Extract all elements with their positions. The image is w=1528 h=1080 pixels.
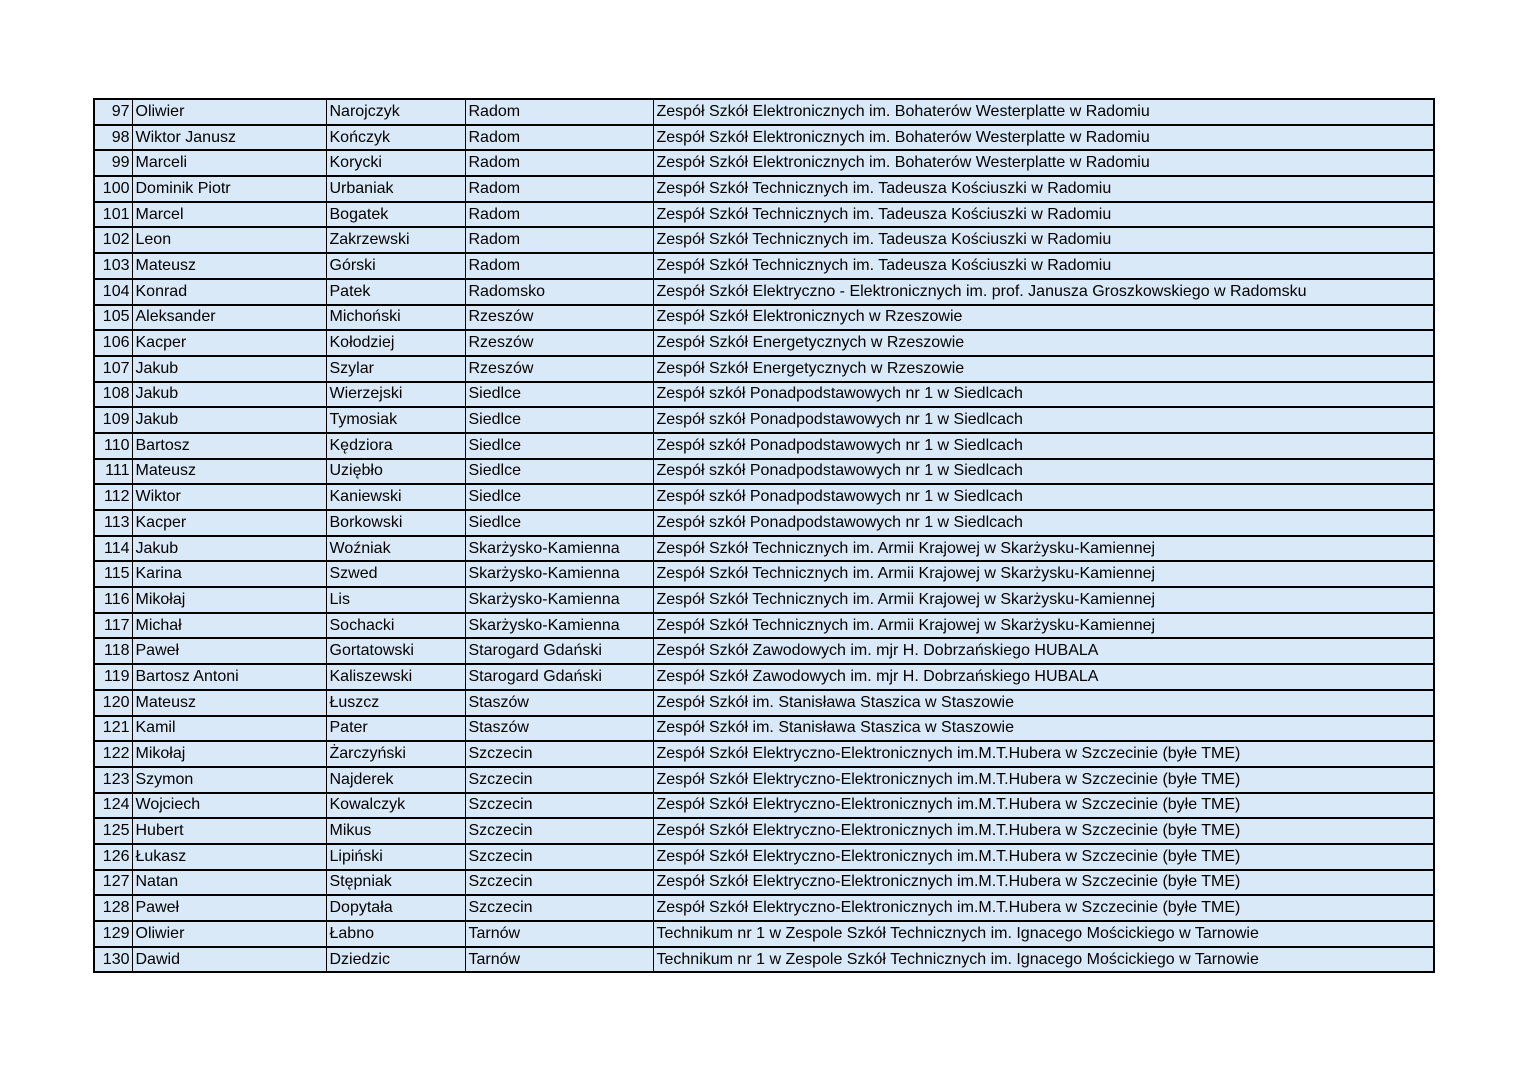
school-name-cell: Zespół szkół Ponadpodstawowych nr 1 w Siedlcach — [653, 382, 1434, 408]
city-cell: Siedlce — [465, 459, 653, 485]
first-name-cell: Bartosz — [132, 433, 326, 459]
school-name-cell: Zespół Szkół Technicznych im. Tadeusza Kościuszki w Radomiu — [653, 227, 1434, 253]
school-name-cell: Zespół szkół Ponadpodstawowych nr 1 w Siedlcach — [653, 510, 1434, 536]
row-number-cell: 97 — [94, 99, 132, 125]
last-name-cell: Uziębło — [326, 459, 465, 485]
first-name-cell: Jakub — [132, 356, 326, 382]
table-row — [94, 125, 1434, 151]
city-cell: Szczecin — [465, 767, 653, 793]
row-number-cell: 116 — [94, 587, 132, 613]
table-row — [94, 664, 1434, 690]
first-name-cell: Hubert — [132, 818, 326, 844]
school-name-cell: Zespół Szkół Elektryczno-Elektronicznych im.M.T.Hubera w Szczecinie (byłe TME) — [653, 844, 1434, 870]
first-name-cell: Dominik Piotr — [132, 176, 326, 202]
city-cell: Staszów — [465, 716, 653, 742]
first-name-cell: Łukasz — [132, 844, 326, 870]
first-name-cell: Kacper — [132, 510, 326, 536]
first-name-cell: Bartosz Antoni — [132, 664, 326, 690]
city-cell: Szczecin — [465, 844, 653, 870]
school-name-cell: Zespół Szkół Energetycznych w Rzeszowie — [653, 356, 1434, 382]
school-name-cell: Zespół Szkół Elektronicznych im. Bohaterów Westerplatte w Radomiu — [653, 125, 1434, 151]
row-number-cell: 104 — [94, 279, 132, 305]
city-cell: Rzeszów — [465, 330, 653, 356]
city-cell: Siedlce — [465, 382, 653, 408]
row-number-cell: 103 — [94, 253, 132, 279]
school-name-cell: Zespół Szkół Elektryczno-Elektronicznych im.M.T.Hubera w Szczecinie (byłe TME) — [653, 895, 1434, 921]
first-name-cell: Dawid — [132, 947, 326, 973]
first-name-cell: Paweł — [132, 895, 326, 921]
school-name-cell: Zespół Szkół Technicznych im. Tadeusza Kościuszki w Radomiu — [653, 202, 1434, 228]
first-name-cell: Marcel — [132, 202, 326, 228]
table-row — [94, 638, 1434, 664]
row-number-cell: 117 — [94, 613, 132, 639]
last-name-cell: Kaniewski — [326, 484, 465, 510]
city-cell: Siedlce — [465, 407, 653, 433]
table-row — [94, 433, 1434, 459]
row-number-cell: 114 — [94, 536, 132, 562]
row-number-cell: 102 — [94, 227, 132, 253]
row-number-cell: 101 — [94, 202, 132, 228]
first-name-cell: Jakub — [132, 382, 326, 408]
table-row — [94, 818, 1434, 844]
last-name-cell: Wierzejski — [326, 382, 465, 408]
school-name-cell: Zespół Szkół Technicznych im. Armii Krajowej w Skarżysku-Kamiennej — [653, 561, 1434, 587]
last-name-cell: Górski — [326, 253, 465, 279]
city-cell: Szczecin — [465, 741, 653, 767]
table-row — [94, 407, 1434, 433]
city-cell: Skarżysko-Kamienna — [465, 536, 653, 562]
document-page — [93, 98, 1433, 973]
last-name-cell: Patek — [326, 279, 465, 305]
city-cell: Siedlce — [465, 484, 653, 510]
table-row — [94, 510, 1434, 536]
first-name-cell: Leon — [132, 227, 326, 253]
school-name-cell: Zespół Szkół Elektryczno-Elektronicznych im.M.T.Hubera w Szczecinie (byłe TME) — [653, 793, 1434, 819]
row-number-cell: 108 — [94, 382, 132, 408]
school-name-cell: Zespół Szkół Elektryczno-Elektronicznych im.M.T.Hubera w Szczecinie (byłe TME) — [653, 818, 1434, 844]
last-name-cell: Narojczyk — [326, 99, 465, 125]
first-name-cell: Karina — [132, 561, 326, 587]
table-row — [94, 459, 1434, 485]
school-name-cell: Zespół szkół Ponadpodstawowych nr 1 w Siedlcach — [653, 407, 1434, 433]
row-number-cell: 118 — [94, 638, 132, 664]
first-name-cell: Paweł — [132, 638, 326, 664]
first-name-cell: Oliwier — [132, 921, 326, 947]
city-cell: Siedlce — [465, 510, 653, 536]
first-name-cell: Konrad — [132, 279, 326, 305]
city-cell: Szczecin — [465, 895, 653, 921]
row-number-cell: 123 — [94, 767, 132, 793]
first-name-cell: Szymon — [132, 767, 326, 793]
row-number-cell: 120 — [94, 690, 132, 716]
row-number-cell: 109 — [94, 407, 132, 433]
city-cell: Radomsko — [465, 279, 653, 305]
last-name-cell: Urbaniak — [326, 176, 465, 202]
last-name-cell: Dopytała — [326, 895, 465, 921]
row-number-cell: 112 — [94, 484, 132, 510]
last-name-cell: Kowalczyk — [326, 793, 465, 819]
row-number-cell: 119 — [94, 664, 132, 690]
last-name-cell: Kaliszewski — [326, 664, 465, 690]
row-number-cell: 111 — [94, 459, 132, 485]
table-row — [94, 99, 1434, 125]
city-cell: Rzeszów — [465, 305, 653, 331]
last-name-cell: Mikus — [326, 818, 465, 844]
row-number-cell: 129 — [94, 921, 132, 947]
school-name-cell: Zespół Szkół Technicznych im. Tadeusza Kościuszki w Radomiu — [653, 176, 1434, 202]
first-name-cell: Kacper — [132, 330, 326, 356]
last-name-cell: Szwed — [326, 561, 465, 587]
row-number-cell: 126 — [94, 844, 132, 870]
row-number-cell: 122 — [94, 741, 132, 767]
city-cell: Starogard Gdański — [465, 664, 653, 690]
table-row — [94, 895, 1434, 921]
first-name-cell: Mateusz — [132, 253, 326, 279]
last-name-cell: Dziedzic — [326, 947, 465, 973]
table-row — [94, 716, 1434, 742]
school-name-cell: Zespół Szkół Zawodowych im. mjr H. Dobrzańskiego HUBALA — [653, 638, 1434, 664]
school-name-cell: Zespół Szkół Elektryczno-Elektronicznych im.M.T.Hubera w Szczecinie (byłe TME) — [653, 767, 1434, 793]
first-name-cell: Mateusz — [132, 690, 326, 716]
table-row — [94, 176, 1434, 202]
row-number-cell: 125 — [94, 818, 132, 844]
first-name-cell: Michał — [132, 613, 326, 639]
last-name-cell: Zakrzewski — [326, 227, 465, 253]
first-name-cell: Kamil — [132, 716, 326, 742]
last-name-cell: Łabno — [326, 921, 465, 947]
city-cell: Radom — [465, 227, 653, 253]
first-name-cell: Mikołaj — [132, 587, 326, 613]
participants-table-body — [94, 99, 1434, 972]
school-name-cell: Zespół Szkół Elektronicznych w Rzeszowie — [653, 305, 1434, 331]
last-name-cell: Michoński — [326, 305, 465, 331]
last-name-cell: Szylar — [326, 356, 465, 382]
school-name-cell: Zespół Szkół Elektryczno - Elektronicznych im. prof. Janusza Groszkowskiego w Radomsku — [653, 279, 1434, 305]
first-name-cell: Wiktor — [132, 484, 326, 510]
city-cell: Skarżysko-Kamienna — [465, 561, 653, 587]
first-name-cell: Natan — [132, 870, 326, 896]
table-row — [94, 767, 1434, 793]
table-row — [94, 587, 1434, 613]
row-number-cell: 98 — [94, 125, 132, 151]
city-cell: Radom — [465, 150, 653, 176]
last-name-cell: Woźniak — [326, 536, 465, 562]
first-name-cell: Jakub — [132, 407, 326, 433]
row-number-cell: 113 — [94, 510, 132, 536]
school-name-cell: Zespół Szkół Energetycznych w Rzeszowie — [653, 330, 1434, 356]
row-number-cell: 130 — [94, 947, 132, 973]
table-row — [94, 305, 1434, 331]
school-name-cell: Zespół Szkół im. Stanisława Staszica w Staszowie — [653, 716, 1434, 742]
city-cell: Radom — [465, 125, 653, 151]
city-cell: Siedlce — [465, 433, 653, 459]
city-cell: Rzeszów — [465, 356, 653, 382]
school-name-cell: Zespół Szkół Technicznych im. Tadeusza Kościuszki w Radomiu — [653, 253, 1434, 279]
school-name-cell: Zespół Szkół Elektronicznych im. Bohaterów Westerplatte w Radomiu — [653, 150, 1434, 176]
table-row — [94, 947, 1434, 973]
row-number-cell: 124 — [94, 793, 132, 819]
row-number-cell: 121 — [94, 716, 132, 742]
school-name-cell: Technikum nr 1 w Zespole Szkół Technicznych im. Ignacego Mościckiego w Tarnowie — [653, 921, 1434, 947]
last-name-cell: Stępniak — [326, 870, 465, 896]
city-cell: Skarżysko-Kamienna — [465, 587, 653, 613]
row-number-cell: 100 — [94, 176, 132, 202]
row-number-cell: 127 — [94, 870, 132, 896]
last-name-cell: Sochacki — [326, 613, 465, 639]
last-name-cell: Najderek — [326, 767, 465, 793]
city-cell: Szczecin — [465, 870, 653, 896]
row-number-cell: 115 — [94, 561, 132, 587]
school-name-cell: Zespół Szkół Elektryczno-Elektronicznych im.M.T.Hubera w Szczecinie (byłe TME) — [653, 870, 1434, 896]
table-row — [94, 279, 1434, 305]
last-name-cell: Lis — [326, 587, 465, 613]
city-cell: Radom — [465, 99, 653, 125]
table-row — [94, 613, 1434, 639]
last-name-cell: Gortatowski — [326, 638, 465, 664]
table-row — [94, 382, 1434, 408]
school-name-cell: Zespół Szkół Technicznych im. Armii Krajowej w Skarżysku-Kamiennej — [653, 587, 1434, 613]
city-cell: Radom — [465, 253, 653, 279]
school-name-cell: Zespół szkół Ponadpodstawowych nr 1 w Siedlcach — [653, 484, 1434, 510]
city-cell: Staszów — [465, 690, 653, 716]
school-name-cell: Zespół Szkół im. Stanisława Staszica w Staszowie — [653, 690, 1434, 716]
school-name-cell: Zespół Szkół Technicznych im. Armii Krajowej w Skarżysku-Kamiennej — [653, 613, 1434, 639]
last-name-cell: Kończyk — [326, 125, 465, 151]
first-name-cell: Marceli — [132, 150, 326, 176]
row-number-cell: 128 — [94, 895, 132, 921]
last-name-cell: Kędziora — [326, 433, 465, 459]
first-name-cell: Oliwier — [132, 99, 326, 125]
city-cell: Tarnów — [465, 921, 653, 947]
last-name-cell: Borkowski — [326, 510, 465, 536]
school-name-cell: Zespół szkół Ponadpodstawowych nr 1 w Siedlcach — [653, 459, 1434, 485]
row-number-cell: 107 — [94, 356, 132, 382]
table-row — [94, 536, 1434, 562]
table-row — [94, 690, 1434, 716]
city-cell: Radom — [465, 202, 653, 228]
row-number-cell: 110 — [94, 433, 132, 459]
last-name-cell: Żarczyński — [326, 741, 465, 767]
participants-table — [93, 98, 1435, 973]
last-name-cell: Pater — [326, 716, 465, 742]
city-cell: Tarnów — [465, 947, 653, 973]
city-cell: Szczecin — [465, 793, 653, 819]
school-name-cell: Technikum nr 1 w Zespole Szkół Technicznych im. Ignacego Mościckiego w Tarnowie — [653, 947, 1434, 973]
table-row — [94, 793, 1434, 819]
city-cell: Radom — [465, 176, 653, 202]
last-name-cell: Łuszcz — [326, 690, 465, 716]
first-name-cell: Aleksander — [132, 305, 326, 331]
row-number-cell: 99 — [94, 150, 132, 176]
school-name-cell: Zespół Szkół Elektryczno-Elektronicznych im.M.T.Hubera w Szczecinie (byłe TME) — [653, 741, 1434, 767]
last-name-cell: Bogatek — [326, 202, 465, 228]
school-name-cell: Zespół szkół Ponadpodstawowych nr 1 w Siedlcach — [653, 433, 1434, 459]
city-cell: Starogard Gdański — [465, 638, 653, 664]
first-name-cell: Mikołaj — [132, 741, 326, 767]
table-row — [94, 150, 1434, 176]
last-name-cell: Tymosiak — [326, 407, 465, 433]
row-number-cell: 106 — [94, 330, 132, 356]
first-name-cell: Wojciech — [132, 793, 326, 819]
table-row — [94, 741, 1434, 767]
last-name-cell: Korycki — [326, 150, 465, 176]
table-row — [94, 921, 1434, 947]
table-row — [94, 561, 1434, 587]
school-name-cell: Zespół Szkół Technicznych im. Armii Krajowej w Skarżysku-Kamiennej — [653, 536, 1434, 562]
table-row — [94, 227, 1434, 253]
city-cell: Skarżysko-Kamienna — [465, 613, 653, 639]
row-number-cell: 105 — [94, 305, 132, 331]
school-name-cell: Zespół Szkół Zawodowych im. mjr H. Dobrzańskiego HUBALA — [653, 664, 1434, 690]
table-row — [94, 844, 1434, 870]
last-name-cell: Kołodziej — [326, 330, 465, 356]
school-name-cell: Zespół Szkół Elektronicznych im. Bohaterów Westerplatte w Radomiu — [653, 99, 1434, 125]
table-row — [94, 330, 1434, 356]
first-name-cell: Jakub — [132, 536, 326, 562]
table-row — [94, 202, 1434, 228]
last-name-cell: Lipiński — [326, 844, 465, 870]
table-row — [94, 253, 1434, 279]
table-row — [94, 356, 1434, 382]
city-cell: Szczecin — [465, 818, 653, 844]
table-row — [94, 870, 1434, 896]
first-name-cell: Mateusz — [132, 459, 326, 485]
first-name-cell: Wiktor Janusz — [132, 125, 326, 151]
table-row — [94, 484, 1434, 510]
